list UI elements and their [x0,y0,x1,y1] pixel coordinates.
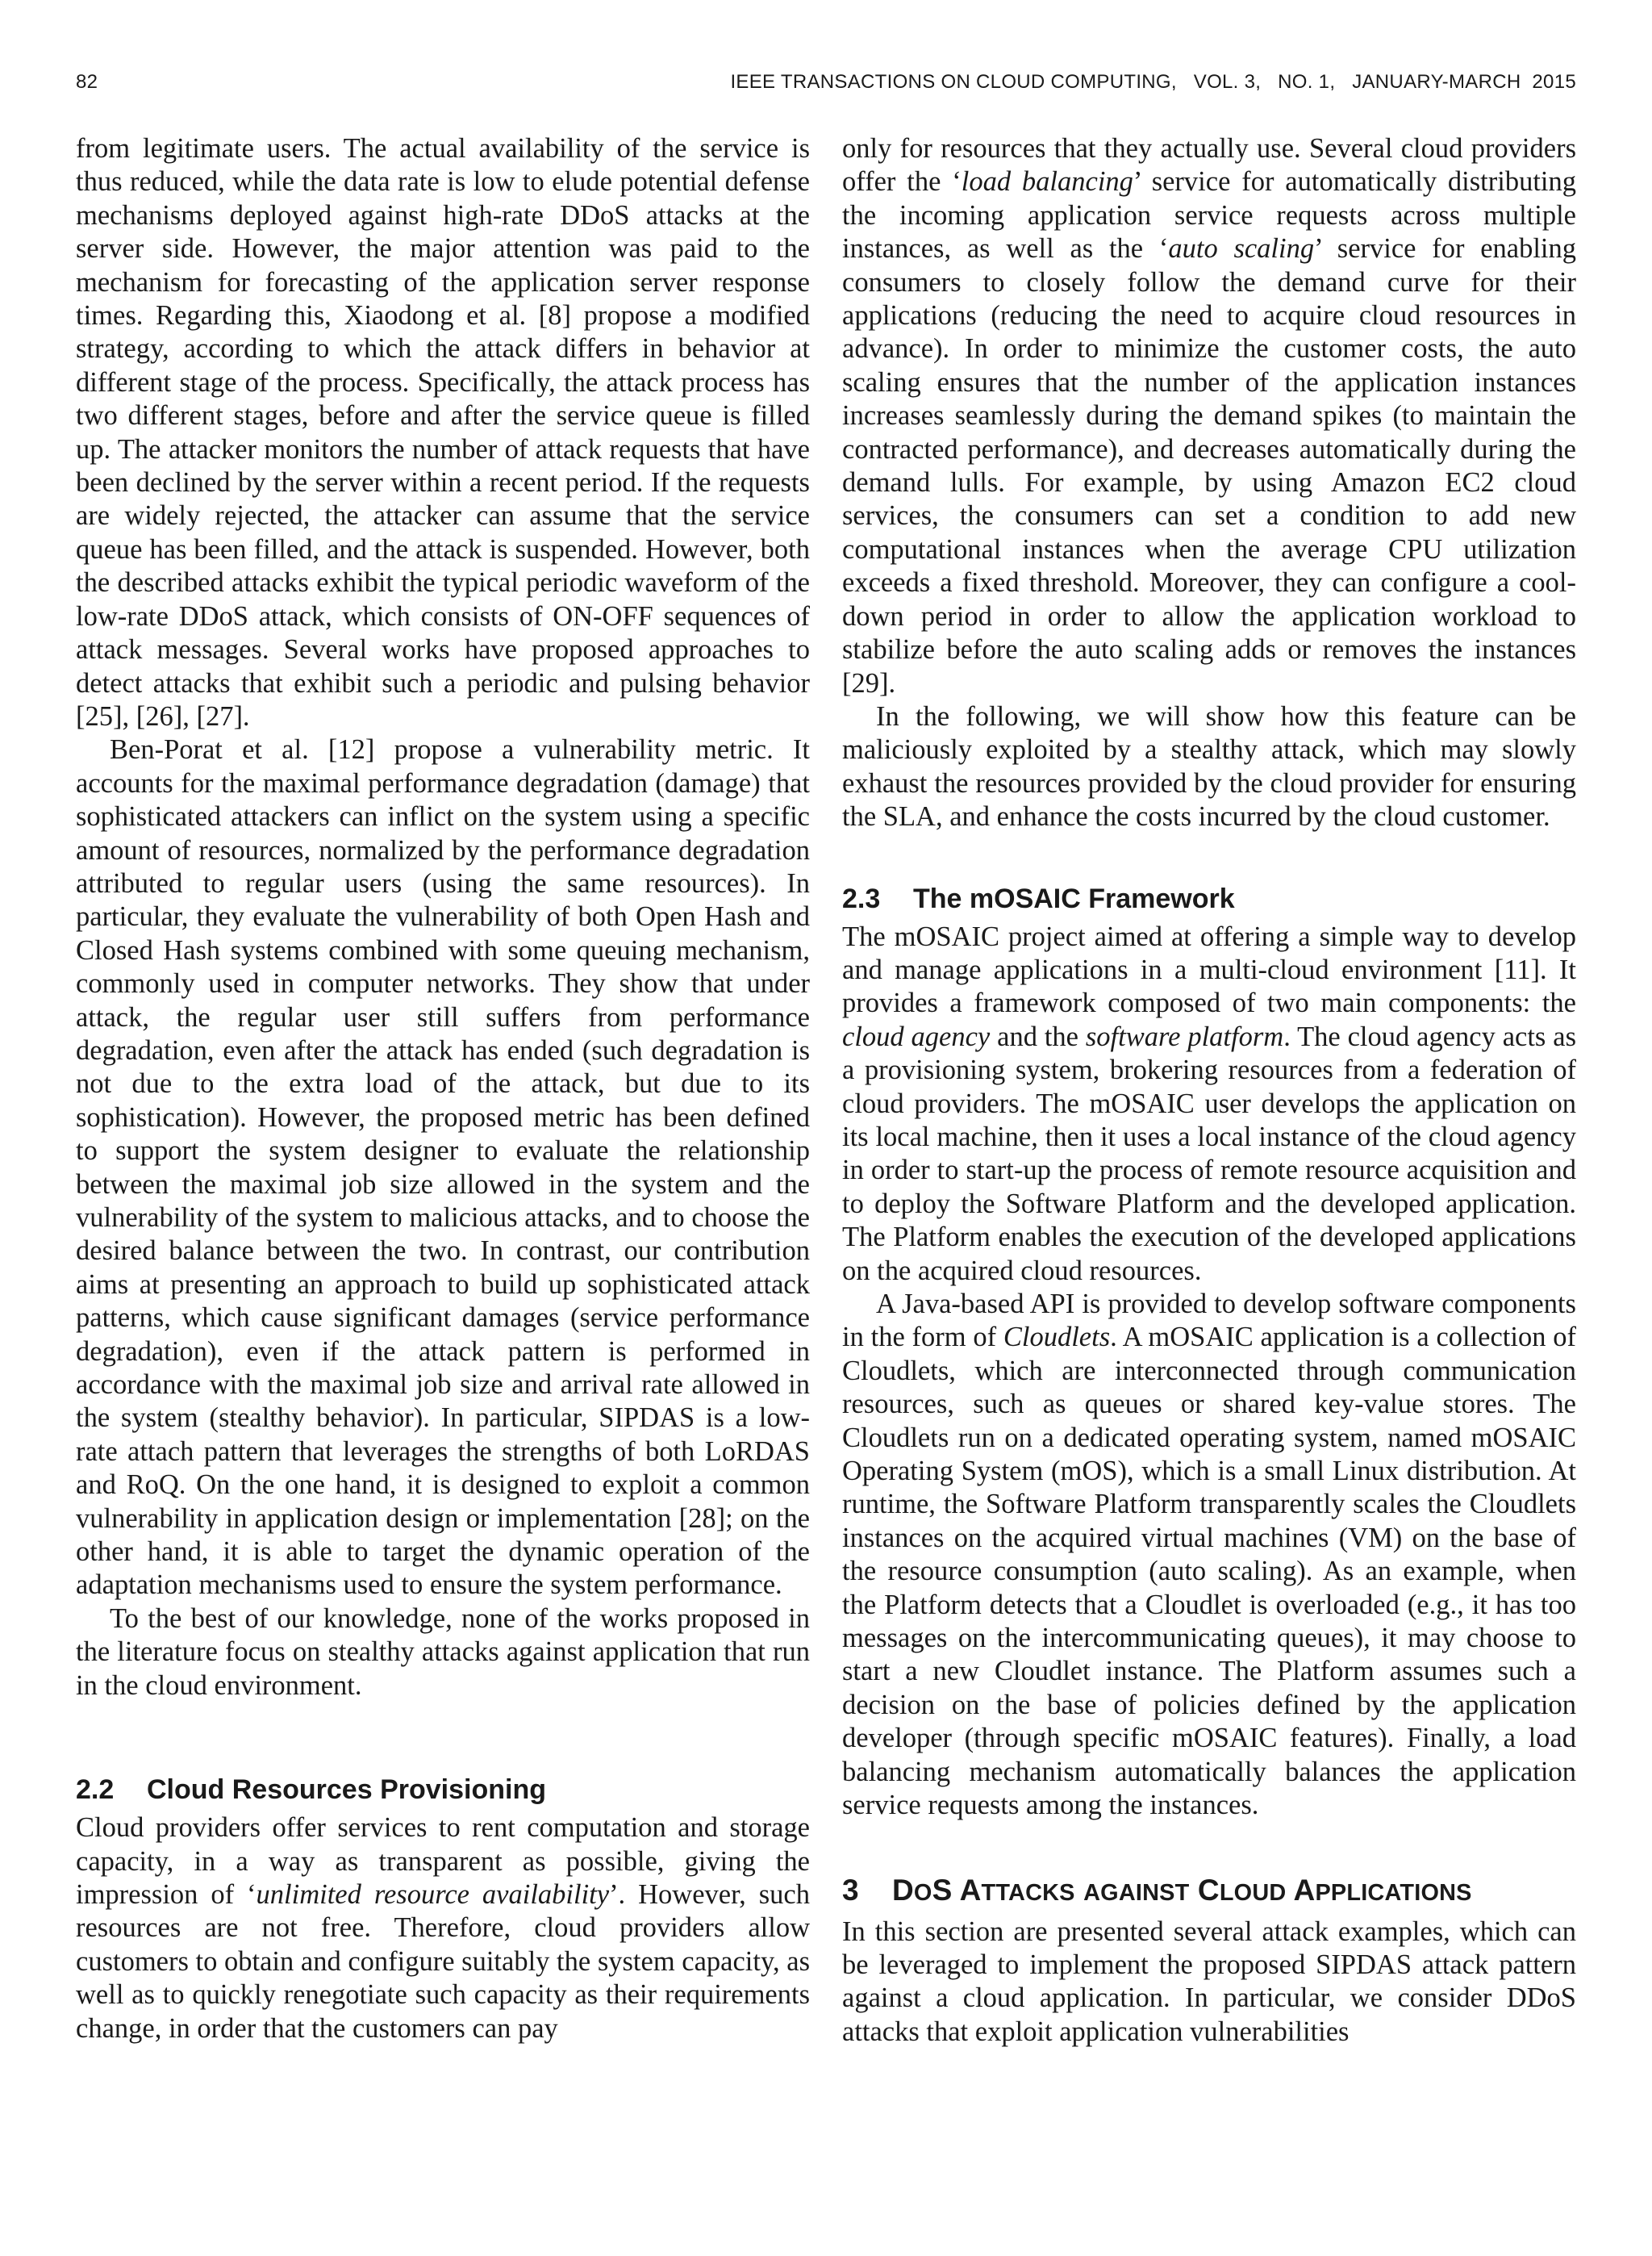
paragraph: The mOSAIC project aimed at offering a simple way to develop and manage applications in a multi-cloud environment [11]. It provides a framework composed of two main components: the cloud agency and the software platform. The cloud agency acts as a provisioning system, brokering resources from a federation of cloud providers. The mOSAIC user develops the application on its local machine, then it uses a local instance of the cloud agency in order to start-up the process of remote resource acquisition and to deploy the Software Platform and the developed application. The Platform enables the execution of the developed applications on the acquired cloud resources. [842,921,1576,1286]
page-number: 82 [76,71,98,93]
section-title: DOS ATTACKS AGAINST CLOUD APPLICATIONS [892,1873,1472,1907]
emphasis: software platform [1085,1021,1284,1052]
left-column [76,132,810,2045]
section-number: 2.2 [76,1774,115,1806]
section-number: 3 [842,1873,859,1907]
emphasis: cloud agency [842,1021,991,1052]
emphasis: unlimited resource availability [256,1878,610,1910]
section-heading-2-3 [842,883,1576,916]
paragraph: To the best of our knowledge, none of the works proposed in the literature focus on stealthy attacks against application that run in the cloud environment. [76,1602,810,1701]
paragraph: only for resources that they actually use. Several cloud providers offer the ‘load balancing’ service for automatically distributing the incoming application service requests across multiple instances, as well as the ‘auto scaling’ service for enabling consumers to closely follow the demand curve for their applications (reducing the need to acquire cloud resources in advance). In order to minimize the customer costs, the auto scaling ensures that the number of the application instances increases seamlessly during the demand spikes (to maintain the contracted performance), and decreases automatically during the demand lulls. For example, by using Amazon EC2 cloud services, the consumers can set a condition to add new computational instances when the average CPU utilization exceeds a fixed threshold. Moreover, they can configure a cool-down period in order to allow the application workload to stabilize before the auto scaling adds or removes the instances [29]. [842,133,1577,699]
section-number: 2.3 [842,883,881,914]
emphasis: auto scaling [1168,233,1315,265]
section-heading-3 [842,1873,1576,1911]
paragraph: A Java-based API is provided to develop software components in the form of Cloudlets. A mOSAIC application is a collection of Cloudlets, which are interconnected through communication resources, such as queues or shared key-value stores. The Cloudlets run on a dedicated operating system, named mOSAIC Operating System (mOS), which is a small Linux distribution. At runtime, the Software Platform transparently scales the Cloudlets instances on the acquired virtual machines (VM) on the base of the resource consumption (auto scaling). As an example, when the Platform detects that a Cloudlet is overloaded (e.g., it has too messages on the intercommunicating queues), it may choose to start a new Cloudlet instance. The Platform assumes such a decision on the base of policies defined by the application developer (through specific mOSAIC features). Finally, a load balancing mechanism automatically balances the application service requests among the instances. [842,1289,1576,1821]
journal-title: IEEE TRANSACTIONS ON CLOUD COMPUTING, VOL. 3, NO. 1, JANUARY-MARCH 2015 [730,71,1576,93]
section-heading-2-2 [76,1773,810,1807]
emphasis: Cloudlets [1003,1322,1111,1353]
paragraph: Cloud providers offer services to rent computation and storage capacity, in a way as transparent as possible, giving the impression of ‘unlimited resource availability’. However, such resources are not free. Therefore, cloud providers allow customers to obtain and configure suitably the system capacity, as well as to quickly renegotiate such capacity as their requirements change, in order that the customers can pay [76,1812,810,2044]
paragraph: In this section are presented several attack examples, which can be leveraged to implement the proposed SIPDAS attack pattern against a cloud application. In particular, we consider DDoS attacks that exploit application vulnerabilities [842,1916,1576,2047]
paragraph: from legitimate users. The actual availability of the service is thus reduced, while the data rate is low to elude potential defense mechanisms deployed against high-rate DDoS attacks at the server side. However, the major attention was paid to the mechanism for forecasting of the application server response times. Regarding this, Xiaodong et al. [8] propose a modified strategy, according to which the attack differs in behavior at different stage of the process. Specifically, the attack process has two different stages, before and after the service queue is filled up. The attacker monitors the number of attack requests that have been declined by the server within a recent period. If the requests are widely rejected, the attacker can assume that the service queue has been filled, and the attack is suspended. However, both the described attacks exhibit the typical periodic waveform of the low-rate DDoS attack, which consists of ON-OFF sequences of attack messages. Several works have proposed approaches to detect attacks that exhibit such a periodic and pulsing behavior [25], [26], [27]. [76,133,810,732]
section-title: Cloud Resources Provisioning [147,1774,546,1806]
running-header [76,71,1576,103]
section-title: The mOSAIC Framework [913,883,1235,914]
paragraph: Ben-Porat et al. [12] propose a vulnerability metric. It accounts for the maximal performance degradation (damage) that sophisticated attackers can inflict on the system using a specific amount of resources, normalized by the performance degradation attributed to regular users (using the same resources). In particular, they evaluate the vulnerability of both Open Hash and Closed Hash systems combined with some queuing mechanism, commonly used in computer networks. They show that under attack, the regular user still suffers from performance degradation, even after the attack has ended (such degradation is not due to the extra load of the attack, but due to its sophistication). However, the proposed metric has been defined to support the system designer to evaluate the relationship between the maximal job size allowed in the system and the vulnerability of the system to malicious attacks, and to choose the desired balance between the two. In contrast, our contribution aims at presenting an approach to build up sophisticated attack patterns, which cause significant damages (service performance degradation), even if the attack pattern is performed in accordance with the maximal job size and arrival rate allowed in the system (stealthy behavior). In particular, SIPDAS is a low-rate attach pattern that leverages the strengths of both LoRDAS and RoQ. On the one hand, it is designed to exploit a common vulnerability in application design or implementation [28]; on the other hand, it is able to target the dynamic operation of the adaptation mechanisms used to ensure the system performance. [76,734,810,1601]
paragraph: In the following, we will show how this feature can be maliciously exploited by a stealthy attack, which may slowly exhaust the resources provided by the cloud provider for ensuring the SLA, and enhance the costs incurred by the cloud customer. [842,700,1576,833]
right-column [842,132,1576,2049]
emphasis: load balancing [961,166,1133,198]
